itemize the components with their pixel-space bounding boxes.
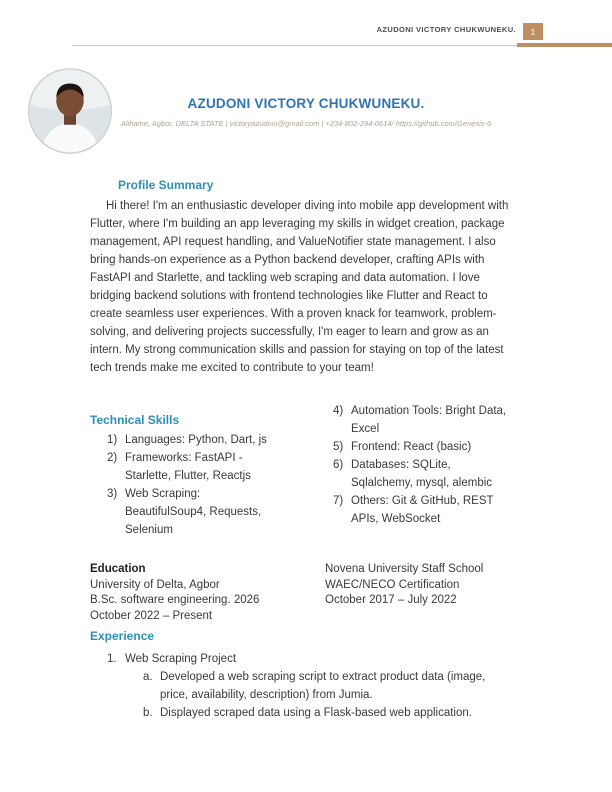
experience-subitem-text: Displayed scraped data using a Flask-based web application.: [160, 707, 472, 719]
experience-list: [107, 650, 508, 722]
skill-item: [333, 438, 509, 456]
skill-text: Languages: Python, Dart, js: [125, 434, 267, 446]
skill-text: Web Scraping: BeautifulSoup4, Requests, Selenium: [125, 488, 262, 536]
running-header-name: AZUDONI VICTORY CHUKWUNEKU.: [376, 25, 516, 34]
skill-number: 7): [333, 495, 344, 507]
skill-number: 3): [107, 488, 118, 500]
candidate-name: AZUDONI VICTORY CHUKWUNEKU.: [187, 96, 425, 111]
experience-subitem-letter: a.: [143, 671, 153, 683]
experience-subitem: [143, 668, 508, 704]
experience-subitem: [143, 704, 508, 722]
profile-photo-image: [27, 66, 113, 156]
experience-heading: Experience: [90, 629, 155, 643]
skill-number: 1): [107, 434, 118, 446]
education-heading: Education: [90, 563, 146, 575]
skill-number: 4): [333, 405, 344, 417]
education-line: B.Sc. software engineering. 2026: [90, 594, 260, 606]
experience-subitem-letter: b.: [143, 707, 153, 719]
education-line: October 2022 – Present: [90, 609, 213, 622]
profile-photo: [27, 66, 113, 156]
skill-text: Others: Git & GitHub, REST APIs, WebSocket: [351, 495, 494, 525]
skill-number: 5): [333, 441, 344, 453]
skill-item: [107, 431, 279, 449]
header-rule-accent: [517, 43, 612, 47]
education-right-column: [325, 562, 483, 609]
experience-subitems: [143, 668, 508, 722]
skill-item: [333, 492, 509, 528]
education-line: Novena University Staff School: [325, 563, 484, 575]
education-left-column: [90, 562, 259, 624]
skill-number: 6): [333, 459, 344, 471]
education-line: University of Delta, Agbor: [90, 578, 220, 591]
technical-skills-heading: Technical Skills: [90, 413, 180, 427]
skill-item: [107, 449, 279, 485]
experience-item: [107, 650, 508, 668]
page-number-badge: 1: [523, 23, 543, 40]
skill-text: Frameworks: FastAPI - Starlette, Flutter, Reactjs: [125, 452, 251, 482]
skill-number: 2): [107, 452, 118, 464]
experience-item-title: Web Scraping Project: [125, 653, 237, 665]
education-line: October 2017 – July 2022: [325, 594, 457, 606]
skill-item: [333, 402, 509, 438]
skill-text: Databases: SQLite, Sqlalchemy, mysql, alembic: [351, 459, 493, 489]
skill-item: [333, 456, 509, 492]
technical-skills-left-column: [107, 431, 279, 539]
skill-item: [107, 485, 279, 539]
contact-line: Alihame, Agbor, DELTA STATE | victoryazudoni@gmail.com | +234-802-294-0614/ https://github.com/Genexis-6: [120, 119, 492, 128]
education-line: WAEC/NECO Certification: [325, 578, 460, 591]
experience-subitem-text: Developed a web scraping script to extract product data (image, price, availability, description) from Jumia.: [160, 671, 486, 701]
experience-item-number: 1.: [107, 653, 117, 665]
profile-summary-text: Hi there! I'm an enthusiastic developer diving into mobile app development with Flutter, where I'm building an app leveraging my skills in widget creation, package management, API request handling, and ValueNotifier state management. I also bring hands-on experience as a Python backend developer, crafting APIs with FastAPI and Starlette, and tackling web scraping and data automation. I love bridging backend solutions with frontend technologies like Flutter and React to create seamless user experiences. With a proven knack for teamwork, problem-solving, and delivering projects successfully, I'm eager to learn and grow as an intern. My strong communication skills and passion for staying on top of the latest tech trends make me excited to contribute to your team!: [90, 200, 509, 374]
header-rule: [72, 45, 517, 46]
skill-text: Frontend: React (basic): [351, 441, 472, 453]
profile-summary-heading: Profile Summary: [118, 178, 214, 192]
technical-skills-right-column: [333, 402, 509, 528]
skill-text: Automation Tools: Bright Data, Excel: [351, 405, 507, 435]
